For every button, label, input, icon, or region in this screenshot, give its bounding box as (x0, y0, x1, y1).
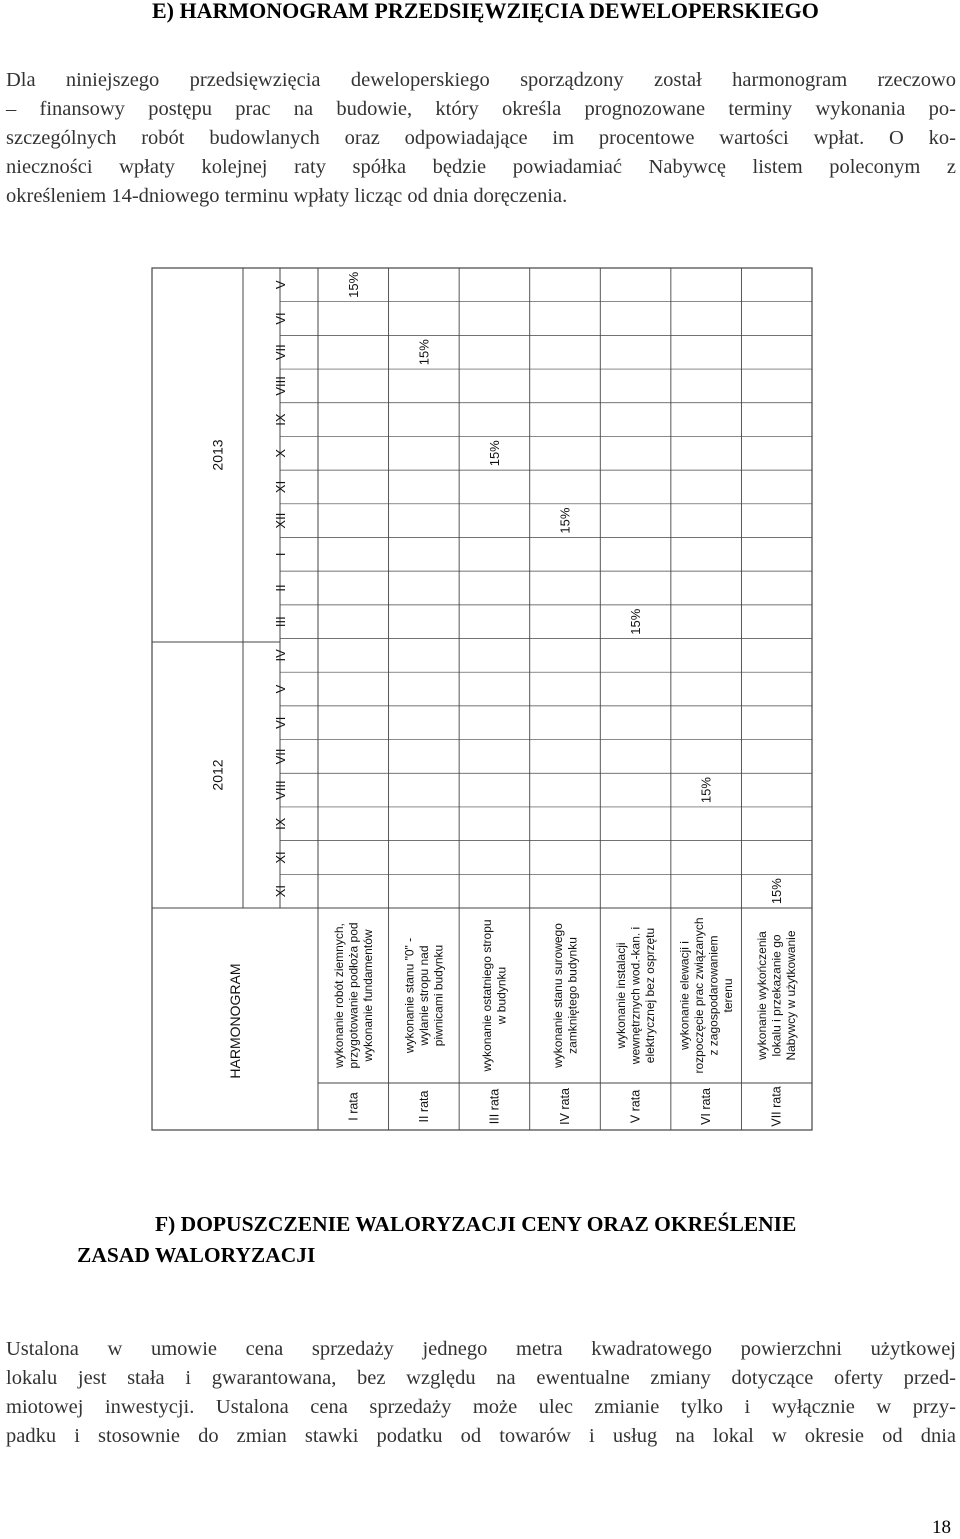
month-label: IX (273, 413, 288, 426)
month-label: V (273, 684, 288, 694)
month-label: III (273, 616, 288, 628)
month-label: IV (273, 649, 288, 662)
section-f-paragraph (6, 1335, 956, 1451)
paragraph-line: padku i stosownie do zmian stawki podatku od towarów i usług na lokal w okresie od dnia (6, 1425, 956, 1447)
month-label: VII (273, 748, 288, 765)
paragraph-line: nieczności wpłaty kolejnej raty spółka będzie powiadamiać Nabywcę listem poleconym z (6, 156, 956, 178)
payment-percent-mark: 15% (486, 440, 502, 467)
month-label: I (273, 552, 288, 557)
section-f-heading: F) DOPUSZCZENIE WALORYZACJI CENY ORAZ OKREŚLENIE (155, 1212, 797, 1236)
rata-description: wylanie stropu nad (416, 945, 431, 1046)
paragraph-line: Ustalona w umowie cena sprzedaży jednego metra kwadratowego powierzchni użytkowej (6, 1338, 956, 1360)
section-e-heading: E) HARMONOGRAM PRZEDSIĘWZIĘCIA DEWELOPERSKIEGO (152, 0, 819, 23)
rata-label: I rata (346, 1092, 361, 1121)
month-label: II (273, 584, 288, 592)
paragraph-line: Dla niniejszego przedsięwzięcia deweloperskiego sporządzony został harmonogram rzeczowo (6, 69, 956, 91)
schedule-header-label: HARMONOGRAM (227, 963, 243, 1079)
rata-label: III rata (487, 1088, 502, 1125)
rata-label: II rata (416, 1090, 431, 1123)
rata-description: rozpoczęcie prac związanych (691, 917, 706, 1074)
rata-description: wykonanie stanu "0" - (402, 937, 417, 1054)
rata-description: zamkniętego budynku (565, 937, 580, 1054)
month-label: VI (273, 716, 288, 729)
paragraph-line: lokalu jest stała i gwarantowana, bez względu na ewentualne zmiany dotyczące oferty przed- (6, 1367, 956, 1389)
rata-description: w budynku (494, 966, 509, 1025)
rata-description: z zagospodarowaniem (706, 935, 721, 1056)
rata-description: wykonanie robót ziemnych, (331, 923, 346, 1068)
rata-label: IV rata (558, 1088, 572, 1125)
paragraph-line: określeniem 14-dniowego terminu wpłaty licząc od dnia doręczenia. (6, 185, 568, 207)
rata-description: wykonanie fundamentów (360, 929, 375, 1062)
rata-description: wewnętrznych wod.-kan. i (628, 926, 643, 1065)
payment-percent-mark: 15% (698, 777, 714, 804)
payment-percent-mark: 15% (345, 271, 361, 298)
payment-percent-mark: 15% (416, 339, 432, 366)
payment-percent-mark: 15% (628, 608, 644, 635)
month-label: VII (273, 344, 288, 361)
rata-description: wykonanie wykończenia (755, 931, 770, 1060)
rata-label: VI rata (699, 1088, 714, 1125)
rata-description: wykonanie elewacji i (677, 941, 692, 1050)
rata-description: wykonanie instalacji (614, 942, 629, 1049)
month-label: VIII (273, 376, 288, 396)
month-label: XI (273, 885, 288, 898)
month-label: V (273, 280, 288, 290)
rata-description: przygotowanie podłoża pod (346, 922, 361, 1069)
rata-description: wykonanie ostatniego stropu (480, 919, 495, 1072)
month-label: IX (273, 817, 288, 830)
month-label: XI (273, 851, 288, 864)
year-label: 2013 (209, 439, 226, 471)
rata-description: wykonanie stanu surowego (550, 923, 565, 1068)
rata-description: Nabywcy w użytkowanie (784, 930, 799, 1061)
payment-percent-mark: 15% (557, 507, 573, 534)
month-label: VIII (273, 780, 288, 800)
month-label: XI (273, 480, 288, 494)
rata-description: terenu (720, 978, 735, 1013)
month-label: X (273, 448, 288, 458)
paragraph-line: szczególnych robót budowlanych oraz odpowiadające im procentowe wartości wpłat. O ko- (6, 127, 956, 149)
payment-percent-mark: 15% (769, 878, 785, 905)
month-label: VI (273, 312, 288, 325)
month-label: XII (273, 512, 288, 529)
rata-label: VII rata (769, 1086, 784, 1127)
paragraph-line: – finansowy postępu prac na budowie, który określa prognozowane terminy wykonania po- (6, 98, 956, 120)
section-f-heading-continued: ZASAD WALORYZACJI (77, 1243, 316, 1267)
rata-description: elektrycznej bez osprzętu (643, 927, 658, 1064)
paragraph-line: miotowej inwestycji. Ustalona cena sprzedaży może ulec zmianie tylko i wyłącznie w przy- (6, 1396, 956, 1418)
page-number: 18 (932, 1517, 951, 1538)
rata-label: V rata (628, 1089, 643, 1124)
rata-description: piwnicami budynku (431, 944, 446, 1047)
year-label: 2012 (209, 759, 226, 791)
rata-description: lokalu i przekazanie go (769, 934, 784, 1057)
